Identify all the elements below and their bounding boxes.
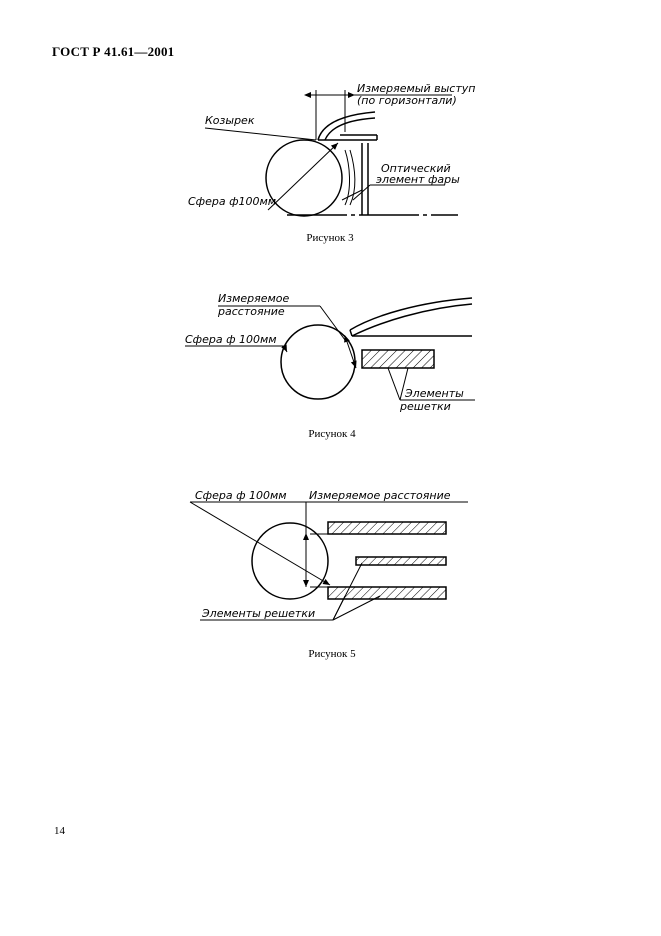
grille-label-5: Элементы решетки [202,607,316,620]
protrusion-label-line2: (по горизонтали) [357,94,457,107]
figure-5 [190,489,468,620]
sphere-3 [266,140,342,216]
protrusion-label-line1: Измеряемый выступ [357,82,476,95]
grille-label-line1: Элементы [405,387,464,400]
figure-3 [188,82,475,216]
sphere-label-5: Сфера ф 100мм [195,489,287,502]
figure-3-caption: Рисунок 3 [306,232,354,244]
sphere-label-3: Сфера ф100мм [188,195,277,208]
visor-label: Козырек [205,114,255,127]
figure-4 [185,292,475,413]
document-header: ГОСТ Р 41.61—2001 [52,44,175,59]
sphere-4 [281,325,355,399]
page-number: 14 [54,825,65,837]
distance-label-line2: расстояние [218,305,285,318]
distance-label-5: Измеряемое расстояние [309,489,451,502]
distance-label-line1: Измеряемое [218,292,290,305]
sphere-label-4: Сфера ф 100мм [185,333,277,346]
optic-label-line1: Оптический [381,162,451,175]
grille-label-line2: решетки [400,400,451,413]
optic-label-line2: элемент фары [376,173,460,186]
figure-4-caption: Рисунок 4 [308,428,356,440]
figure-5-caption: Рисунок 5 [308,648,356,660]
